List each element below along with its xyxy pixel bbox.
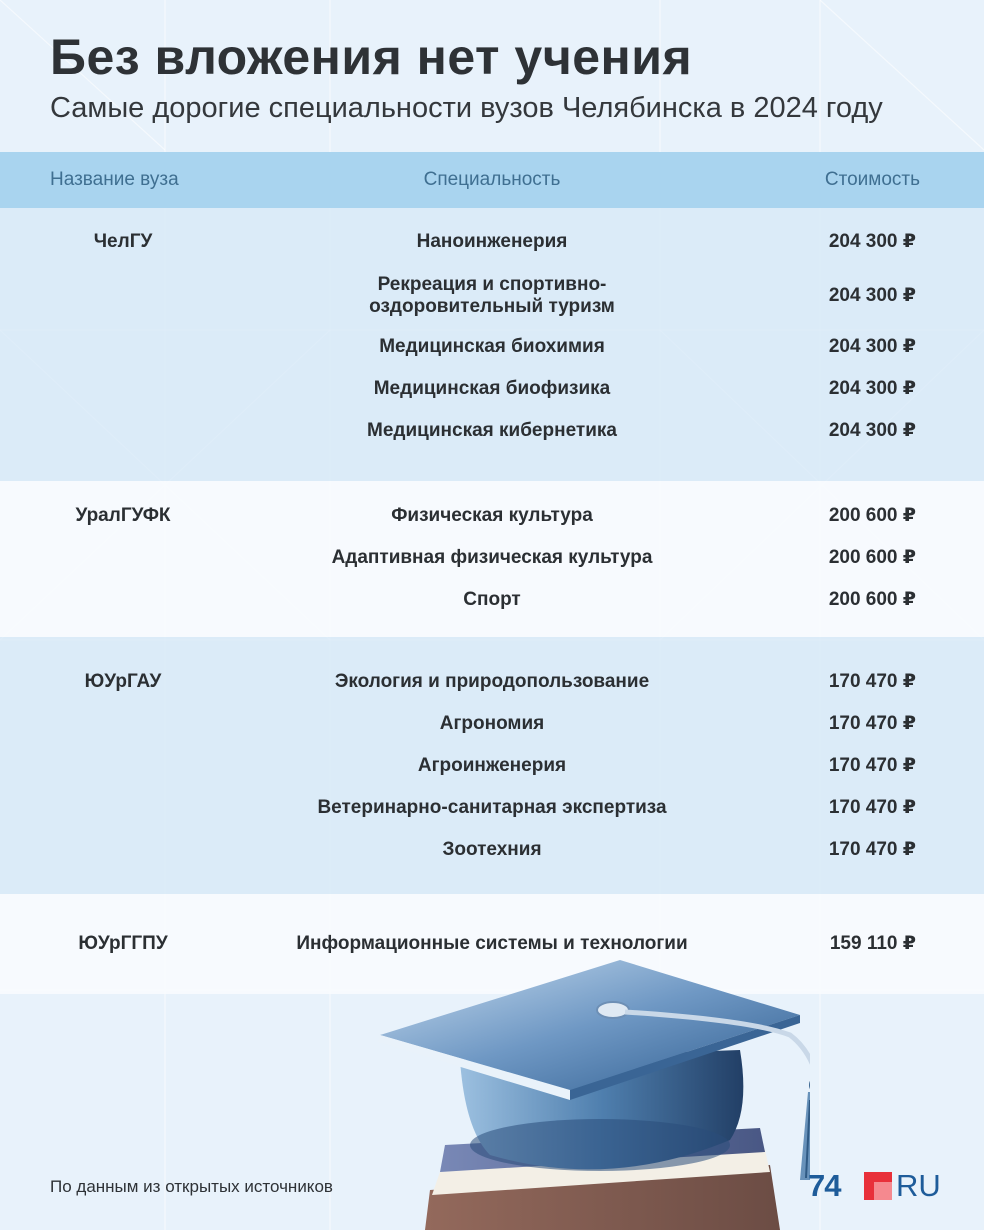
specialty-name: Агроинженерия	[417, 755, 567, 776]
specialty-name: Зоотехния	[442, 839, 542, 860]
specialty-name: Медицинская кибернетика	[367, 420, 617, 441]
page-title: Без вложения нет учения	[50, 29, 693, 85]
specialty-name: Медицинская биохимия	[379, 336, 605, 357]
cost-value: 170 470 ₽	[828, 797, 916, 818]
specialty-name: Физическая культура	[391, 505, 593, 526]
table-group	[0, 208, 984, 481]
cost-value: 204 300 ₽	[828, 378, 916, 399]
specialty-name: Адаптивная физическая культура	[331, 547, 653, 568]
header-university: Название вуза	[50, 169, 179, 190]
header-specialty: Специальность	[423, 169, 561, 190]
cost-value: 204 300 ₽	[828, 285, 916, 306]
cost-value: 170 470 ₽	[828, 839, 916, 860]
table-group	[0, 637, 984, 894]
logo-suffix: RU	[896, 1168, 941, 1203]
university-name: ЧелГУ	[93, 231, 153, 252]
header-cost: Стоимость	[824, 169, 920, 190]
university-name: ЮУрГАУ	[84, 671, 162, 692]
graduation-cap-illustration	[370, 940, 810, 1230]
source-note: По данным из открытых источников	[50, 1177, 333, 1196]
table-group	[0, 481, 984, 637]
cost-value: 200 600 ₽	[828, 505, 916, 526]
specialty-name: Спорт	[463, 589, 521, 610]
cost-value: 170 470 ₽	[828, 713, 916, 734]
page-subtitle: Самые дорогие специальности вузов Челябинска в 2024 году	[50, 92, 883, 124]
university-name: ЮУрГГПУ	[78, 933, 168, 954]
logo-number: 74	[808, 1168, 841, 1203]
brand-logo[interactable]	[808, 1168, 948, 1204]
university-name: УралГУФК	[75, 505, 171, 526]
cost-value: 170 470 ₽	[828, 671, 916, 692]
specialty-name: Рекреация и спортивно- оздоровительный туризм	[369, 274, 615, 317]
cost-value: 159 110 ₽	[829, 933, 916, 954]
cost-value: 204 300 ₽	[828, 420, 916, 441]
table-header	[0, 152, 984, 208]
specialty-name: Медицинская биофизика	[373, 378, 611, 399]
cost-value: 200 600 ₽	[828, 589, 916, 610]
specialty-name: Информационные системы и технологии	[296, 933, 688, 954]
cost-value: 204 300 ₽	[828, 336, 916, 357]
specialty-name: Агрономия	[439, 713, 545, 734]
specialty-name: Экология и природопользование	[334, 671, 650, 692]
specialty-name: Ветеринарно-санитарная экспертиза	[317, 797, 667, 818]
cost-value: 204 300 ₽	[828, 231, 916, 252]
cost-value: 200 600 ₽	[828, 547, 916, 568]
specialty-name: Наноинженерия	[416, 231, 568, 252]
cost-value: 170 470 ₽	[828, 755, 916, 776]
logo-square-icon	[864, 1172, 892, 1200]
